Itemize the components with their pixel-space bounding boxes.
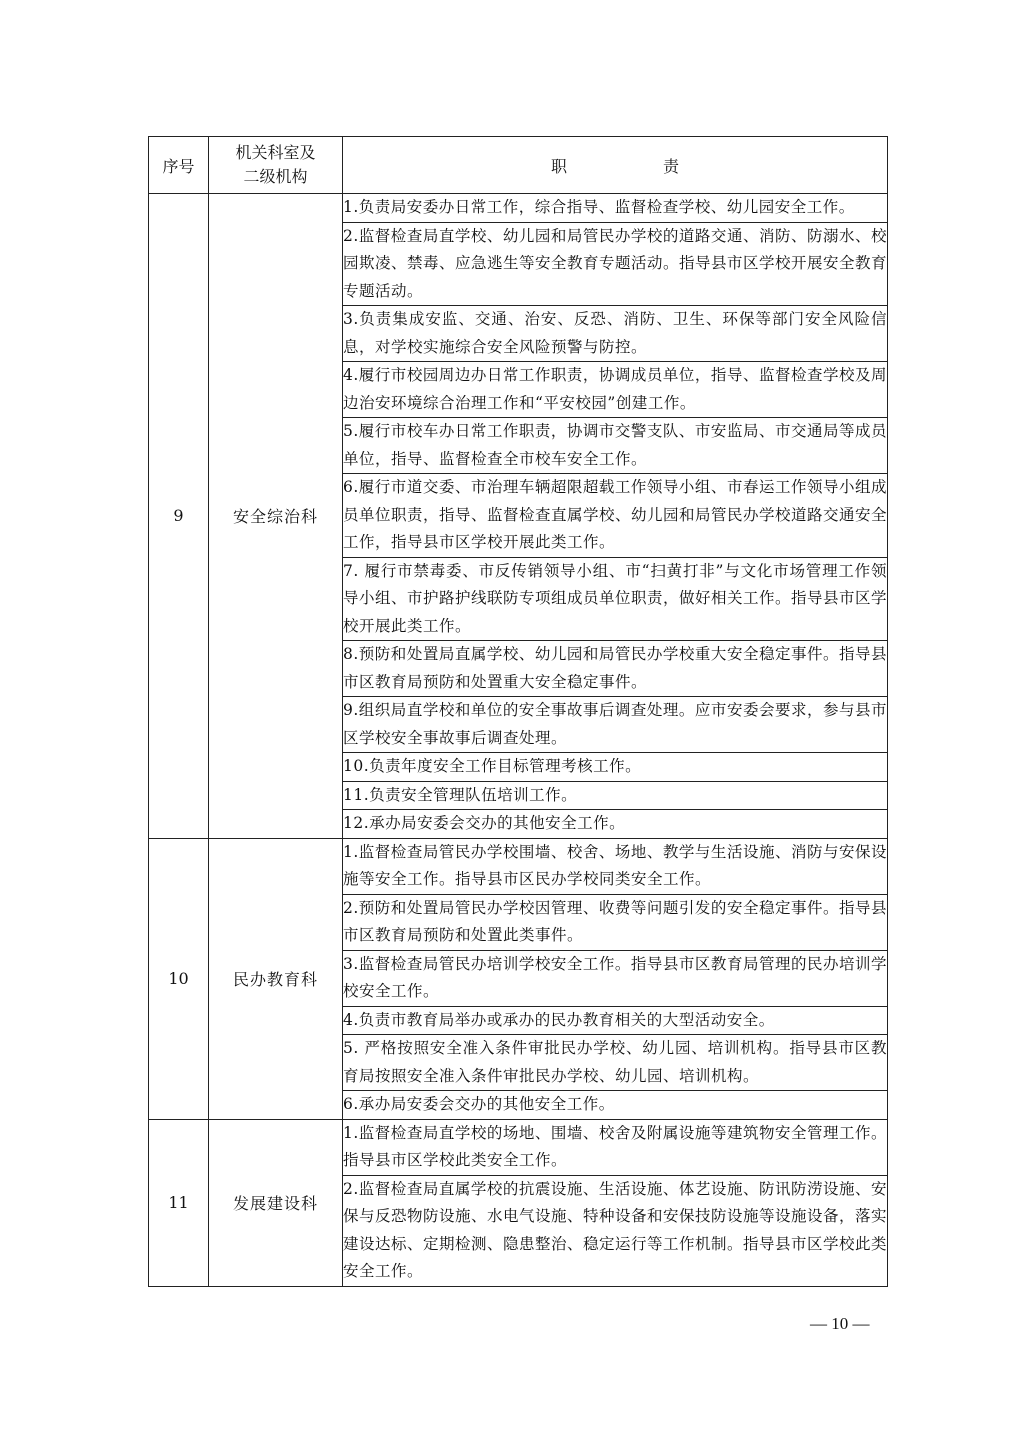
duty-item: 1.监督检查局管民办学校围墙、校舍、场地、教学与生活设施、消防与安保设施等安全工作。指导县市区民办学校同类安全工作。 [343, 838, 888, 894]
duty-item: 6.履行市道交委、市治理车辆超限超载工作领导小组、市春运工作领导小组成员单位职责，指导、监督检查直属学校、幼儿园和局管民办学校道路交通安全工作，指导县市区学校开展此类工作。 [343, 474, 888, 558]
duty-item: 5.履行市校车办日常工作职责，协调市交警支队、市安监局、市交通局等成员单位，指导、监督检查全市校车安全工作。 [343, 418, 888, 474]
header-dept-line1: 机关科室及 [235, 143, 316, 162]
duty-item: 2.预防和处置局管民办学校因管理、收费等问题引发的安全稳定事件。指导县市区教育局预防和处置此类事件。 [343, 894, 888, 950]
duties-table [148, 136, 888, 1287]
duty-item: 9.组织局直学校和单位的安全事故事后调查处理。应市安委会要求，参与县市区学校安全事故事后调查处理。 [343, 697, 888, 753]
dept-cell: 发展建设科 [209, 1119, 343, 1286]
table-header-row [149, 137, 888, 194]
duty-item: 1.监督检查局直学校的场地、围墙、校舍及附属设施等建筑物安全管理工作。指导县市区学校此类安全工作。 [343, 1119, 888, 1175]
duty-item: 4.负责市教育局举办或承办的民办教育相关的大型活动安全。 [343, 1006, 888, 1035]
duty-item: 6.承办局安委会交办的其他安全工作。 [343, 1091, 888, 1120]
header-dept-line2: 二级机构 [243, 167, 308, 186]
dept-cell: 民办教育科 [209, 838, 343, 1119]
duty-item: 7. 履行市禁毒委、市反传销领导小组、市“扫黄打非”与文化市场管理工作领导小组、市护路护线联防专项组成员单位职责，做好相关工作。指导县市区学校开展此类工作。 [343, 557, 888, 641]
table-row [149, 194, 888, 223]
duty-item: 12.承办局安委会交办的其他安全工作。 [343, 810, 888, 839]
table-row [149, 1119, 888, 1175]
duty-item: 11.负责安全管理队伍培训工作。 [343, 781, 888, 810]
duty-item: 10.负责年度安全工作目标管理考核工作。 [343, 753, 888, 782]
header-seq: 序号 [149, 137, 209, 194]
header-dept [209, 137, 343, 194]
dept-cell: 安全综治科 [209, 194, 343, 839]
seq-cell: 11 [149, 1119, 209, 1286]
seq-cell: 9 [149, 194, 209, 839]
duty-item: 4.履行市校园周边办日常工作职责，协调成员单位，指导、监督检查学校及周边治安环境综合治理工作和“平安校园”创建工作。 [343, 362, 888, 418]
duty-item: 5. 严格按照安全准入条件审批民办学校、幼儿园、培训机构。指导县市区教育局按照安全准入条件审批民办学校、幼儿园、培训机构。 [343, 1035, 888, 1091]
group-private-education [149, 838, 888, 1119]
seq-cell: 10 [149, 838, 209, 1119]
header-duties: 职 责 [343, 137, 888, 194]
duty-item: 8.预防和处置局直属学校、幼儿园和局管民办学校重大安全稳定事件。指导县市区教育局预防和处置重大安全稳定事件。 [343, 641, 888, 697]
table-row [149, 838, 888, 894]
duty-item: 1.负责局安委办日常工作，综合指导、监督检查学校、幼儿园安全工作。 [343, 194, 888, 223]
duty-item: 3.负责集成安监、交通、治安、反恐、消防、卫生、环保等部门安全风险信息，对学校实施综合安全风险预警与防控。 [343, 306, 888, 362]
page-number: — 10 — [810, 1314, 870, 1333]
duty-item: 2.监督检查局直学校、幼儿园和局管民办学校的道路交通、消防、防溺水、校园欺凌、禁毒、应急逃生等安全教育专题活动。指导县市区学校开展安全教育专题活动。 [343, 222, 888, 306]
group-development [149, 1119, 888, 1286]
duty-item: 2.监督检查局直属学校的抗震设施、生活设施、体艺设施、防讯防涝设施、安保与反恐物防设施、水电气设施、特种设备和安保技防设施等设施设备，落实建设达标、定期检测、隐患整治、稳定运行等工作机制。指导县市区学校此类安全工作。 [343, 1175, 888, 1286]
group-safety [149, 194, 888, 839]
duty-item: 3.监督检查局管民办培训学校安全工作。指导县市区教育局管理的民办培训学校安全工作。 [343, 950, 888, 1006]
